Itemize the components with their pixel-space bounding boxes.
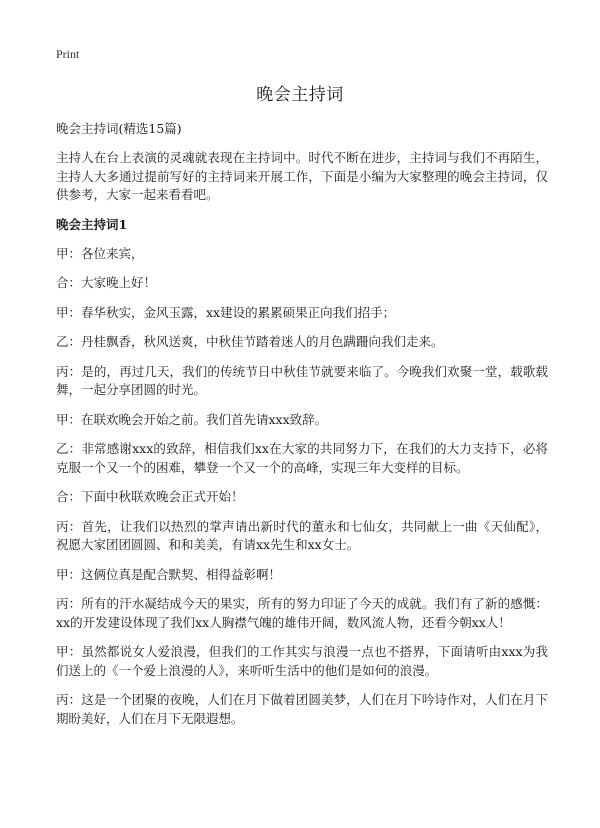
script-line: 甲：在联欢晚会开始之前。我们首先请xxx致辞。 (56, 411, 328, 427)
script-line: 甲：虽然都说女人爱浪漫，但我们的工作其实与浪漫一点也不搭界，下面请听由xxx为我们送上的《一个爱上浪漫的人》，来听听生活中的他们是如何的浪漫。 (56, 644, 548, 678)
script-line: 丙：首先，让我们以热烈的掌声请出新时代的董永和七仙女，共同献上一曲《天仙配》，祝愿大家团团圆圆、和和美美，有请xx先生和xx女士。 (56, 518, 548, 552)
script-line: 乙：非常感谢xxx的致辞，相信我们xx在大家的共同努力下，在我们的大力支持下，必将克服一个又一个的困难，攀登一个又一个的高峰，实现三年大变样的目标。 (56, 441, 548, 475)
script-line: 合：下面中秋联欢晚会正式开始！ (56, 489, 244, 504)
print-label[interactable]: Print (56, 47, 80, 61)
script-line: 合：大家晚上好！ (56, 275, 157, 290)
script-line: 丙：是的，再过几天，我们的传统节日中秋佳节就要来临了。今晚我们欢聚一堂，载歌载舞，一起分享团圆的时光。 (56, 363, 548, 397)
document-body (56, 120, 548, 739)
script-line: 乙：丹桂飘香，秋风送爽，中秋佳节踏着迷人的月色蹒跚向我们走来。 (56, 334, 444, 349)
document-subtitle: 晚会主持词(精选15篇) (56, 121, 182, 136)
intro-paragraph: 主持人在台上表演的灵魂就表现在主持词中。时代不断在进步，主持词与我们不再陌生，主持人大多通过提前写好的主持词来开展工作，下面是小编为大家整理的晚会主持词，仅供参考，大家一起来看看吧。 (56, 150, 548, 202)
script-line: 甲：春华秋实，金风玉露，xx建设的累累硕果正向我们招手； (56, 304, 396, 320)
script-line: 甲：这俩位真是配合默契、相得益彰啊！ (56, 566, 282, 582)
script-line: 丙：所有的汗水凝结成今天的果实，所有的努力印证了今天的成就。我们有了新的感慨：xx的开发建设体现了我们xx人胸襟气魄的雄伟开阔，数风流人物，还看今朝xx人！ (56, 596, 548, 630)
script-line: 甲：各位来宾， (56, 245, 144, 261)
document-title: 晚会主持词 (256, 85, 344, 105)
section-heading: 晚会主持词1 (56, 216, 128, 232)
script-line: 丙：这是一个团聚的夜晚，人们在月下做着团圆美梦，人们在月下吟诗作对，人们在月下期盼美好，人们在月下无限遐想。 (56, 692, 548, 726)
